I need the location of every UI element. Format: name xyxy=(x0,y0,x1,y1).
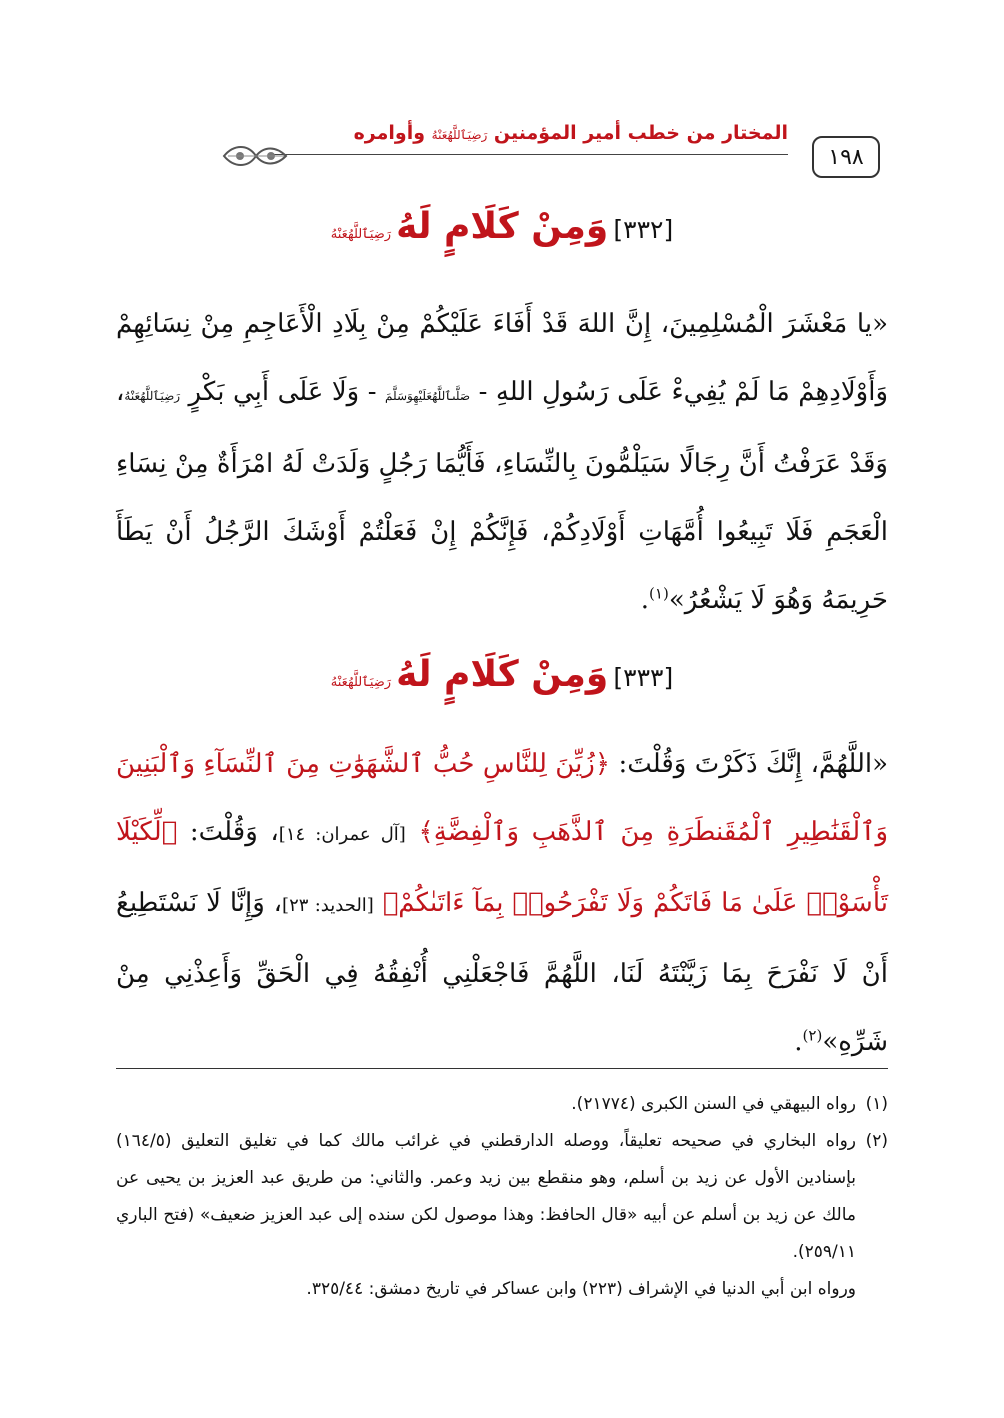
ornament-icon xyxy=(220,140,290,172)
running-title-text: المختار من خطب أمير المؤمنين xyxy=(493,122,788,144)
footnote-rule xyxy=(116,1068,888,1069)
running-title-end: وأوامره xyxy=(353,122,426,144)
text-part: «يا مَعْشَرَ الْمُسْلِمِينَ، إِنَّ اللهَ قَدْ أَفَاءَ عَلَيْكُمْ مِنْ بِلَادِ الْأَعَاجِمِ مِنْ نِسَائِهِمْ وَأَوْلَادِهِمْ مَا لَمْ يُفِيءْ عَلَى رَسُولِ اللهِ - xyxy=(116,309,889,407)
footnote-label: (٢) xyxy=(865,1131,888,1151)
section-heading: وَمِنْ كَلَامٍ لَهُ xyxy=(396,654,609,695)
running-title-honorific: رَضِيَٱللَّهُعَنْهُ xyxy=(431,128,488,142)
header-rule xyxy=(268,154,788,155)
text-part: ، وَإِنَّا لَا نَسْتَطِيعُ أَنْ لَا نَفْرَحَ بِمَا زَيَّنْتَهُ لَنَا، اللَّهُمَّ فَاجْعَلْنِي أُنْفِقُهُ فِي الْحَقِّ وَأَعِذْنِي مِنْ شَرِّهِ» xyxy=(116,888,888,1057)
footnote-label: (١) xyxy=(865,1094,888,1114)
section-333-text xyxy=(116,730,888,1076)
quran-verse: ﴿زُيِّنَ لِلنَّاسِ حُبُّ ٱلشَّهَوَٰتِ مِنَ ٱلنِّسَآءِ وَٱلْبَنِينَ وَٱلْقَنَٰطِيرِ ٱلْمُقَنطَرَةِ مِنَ ٱلذَّهَبِ وَٱلْفِضَّةِ﴾ xyxy=(116,749,889,847)
section-heading: وَمِنْ كَلَامٍ لَهُ xyxy=(396,206,609,247)
text-end: . xyxy=(794,1027,803,1057)
section-honorific: رَضِيَٱللَّهُعَنْهُ xyxy=(330,675,392,690)
footnote-item xyxy=(116,1123,888,1271)
verse-reference: [آل عمران: ١٤] xyxy=(278,824,406,845)
footnote-marker: (١) xyxy=(649,584,669,603)
footnote-text: رواه البيهقي في السنن الكبرى (٢١٧٧٤). xyxy=(571,1094,856,1114)
footnotes xyxy=(116,1086,888,1308)
footnote-marker: (٢) xyxy=(802,1026,823,1045)
section-title-332 xyxy=(0,206,1004,247)
running-title xyxy=(354,122,788,144)
prophet-honorific: صَلَّىٱللَّهُعَلَيْهِوَسَلَّمَ xyxy=(384,389,471,403)
quran-verse: ﴿لِّكَيْلَا تَأْسَوْا۟ عَلَىٰ مَا فَاتَكُمْ وَلَا تَفْرَحُوا۟ بِمَآ ءَاتَىٰكُمْ﴾ xyxy=(116,817,889,918)
text-end: . xyxy=(640,585,650,615)
footnote-item xyxy=(116,1086,888,1123)
text-part: «اللَّهُمَّ، إِنَّكَ ذَكَرْتَ وَقُلْتَ: xyxy=(618,749,889,779)
section-honorific: رَضِيَٱللَّهُعَنْهُ xyxy=(330,227,392,242)
page-number: ١٩٨ xyxy=(812,136,880,178)
footnote-text: رواه البخاري في صحيحه تعليقاً، ووصله الدارقطني في غرائب مالك كما في تغليق التعليق (١٦٤/٥) بإسنادين الأول عن زيد بن أسلم، وهو منقطع بين زيد وعمر. والثاني: من طريق عبد العزيز بن يحيى عن مالك عن زيد بن أسلم عن أبيه «قال الحافظ: وهذا موصول لكن سنده إلى عبد العزيز ضعيف» (فتح الباري ٢٥٩/١١). xyxy=(116,1131,856,1262)
inline-honorific: رَضِيَٱللَّهُعَنْهُ xyxy=(124,389,181,403)
section-title-333 xyxy=(0,654,1004,695)
running-header xyxy=(120,118,880,178)
section-number: [٣٣٢] xyxy=(613,215,674,244)
text-part: ، وَقَدْ عَرَفْتُ أَنَّ رِجَالًا سَيَلْمُّونَ بِالنِّسَاءِ، فَأَيُّمَا رَجُلٍ وَلَدَتْ لَهُ امْرَأَةٌ مِنْ نِسَاءِ الْعَجَمِ فَلَا تَبِيعُوا أُمَّهَاتِ أَوْلَادِكُمْ، فَإِنَّكُمْ إِنْ فَعَلْتُمْ أَوْشَكَ الرَّجُلُ أَنْ يَطَأَ حَرِيمَهُ وَهُوَ لَا يَشْعُرُ» xyxy=(116,377,888,615)
section-332-text xyxy=(116,290,888,634)
text-part: ، وَقُلْتَ: xyxy=(189,817,279,847)
text-part: - وَلَا عَلَى أَبِي بَكْرٍ xyxy=(188,377,377,407)
footnote-continuation: ورواه ابن أبي الدنيا في الإشراف (٢٢٣) وابن عساكر في تاريخ دمشق: ٣٢٥/٤٤. xyxy=(306,1279,856,1299)
verse-reference: [الحديد: ٢٣] xyxy=(282,895,374,916)
section-number: [٣٣٣] xyxy=(613,663,674,692)
